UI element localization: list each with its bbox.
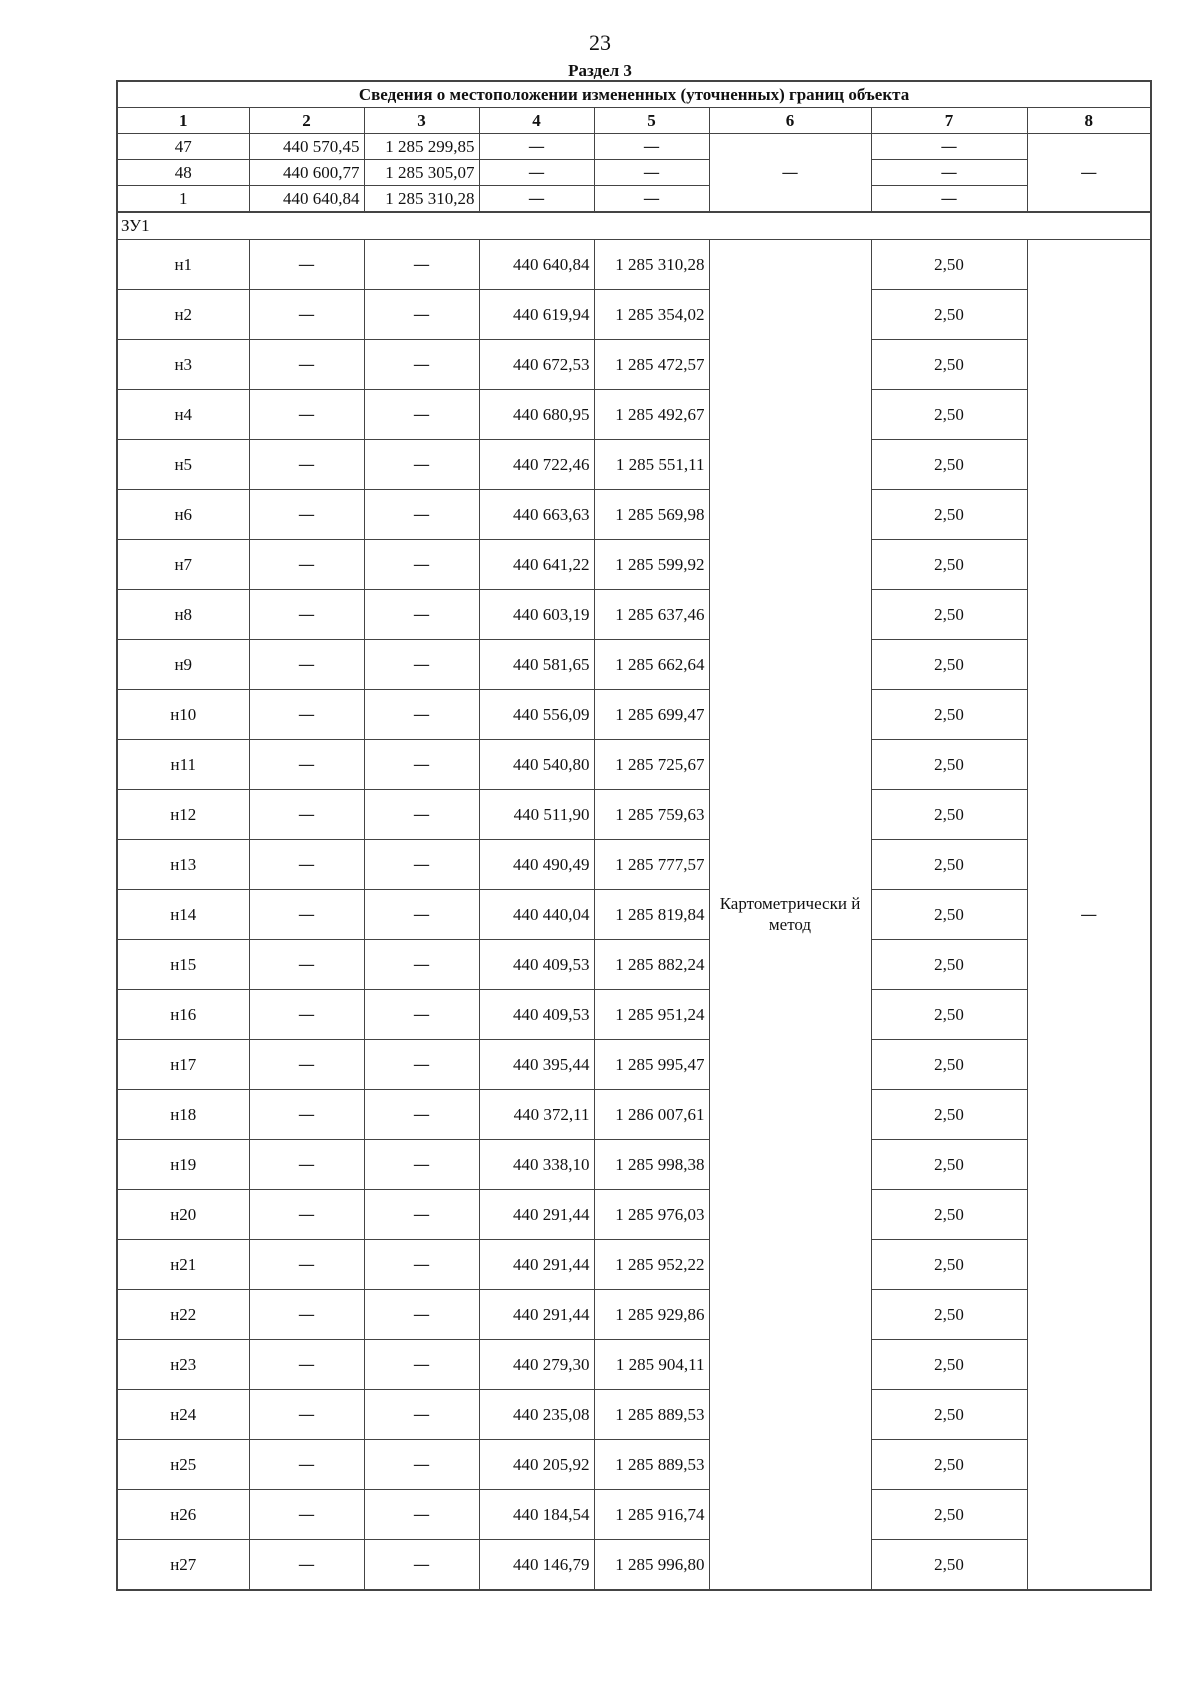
x-new-cell: 440 640,84 (479, 240, 594, 290)
y-new-cell: 1 285 951,24 (594, 990, 709, 1040)
x-new-cell: 440 291,44 (479, 1240, 594, 1290)
x-old-cell: — (249, 640, 364, 690)
y-new-cell: 1 285 995,47 (594, 1040, 709, 1090)
y-new-cell: 1 285 882,24 (594, 940, 709, 990)
y-new-cell: 1 285 569,98 (594, 490, 709, 540)
x-new-cell: 440 556,09 (479, 690, 594, 740)
table-row (117, 790, 1151, 840)
point-number-cell: н19 (117, 1140, 249, 1190)
y-new-cell: 1 285 777,57 (594, 840, 709, 890)
x-new-cell: 440 146,79 (479, 1540, 594, 1591)
table-row (117, 1040, 1151, 1090)
y-new-cell: 1 285 354,02 (594, 290, 709, 340)
y-new-cell: 1 285 996,80 (594, 1540, 709, 1591)
x-new-cell: 440 641,22 (479, 540, 594, 590)
table-row (117, 160, 1151, 186)
x-old-cell: — (249, 1540, 364, 1591)
y-new-cell: 1 285 819,84 (594, 890, 709, 940)
x-old-cell: — (249, 1440, 364, 1490)
y-new-cell: — (594, 160, 709, 186)
accuracy-cell: 2,50 (871, 1440, 1027, 1490)
accuracy-cell: 2,50 (871, 1340, 1027, 1390)
x-old-cell: — (249, 990, 364, 1040)
x-new-cell: 440 372,11 (479, 1090, 594, 1140)
x-new-cell: 440 395,44 (479, 1040, 594, 1090)
x-old-cell: — (249, 340, 364, 390)
x-new-cell: — (479, 160, 594, 186)
accuracy-cell: 2,50 (871, 1140, 1027, 1190)
table-row (117, 1390, 1151, 1440)
table-row (117, 1440, 1151, 1490)
y-new-cell: 1 285 916,74 (594, 1490, 709, 1540)
x-old-cell: — (249, 1290, 364, 1340)
y-old-cell: — (364, 1140, 479, 1190)
column-header-row (117, 108, 1151, 134)
x-new-cell: 440 680,95 (479, 390, 594, 440)
x-old-cell: 440 600,77 (249, 160, 364, 186)
y-old-cell: — (364, 540, 479, 590)
point-number-cell: н15 (117, 940, 249, 990)
x-new-cell: 440 511,90 (479, 790, 594, 840)
x-old-cell: — (249, 1040, 364, 1090)
y-old-cell: — (364, 1440, 479, 1490)
table-row (117, 390, 1151, 440)
table-row (117, 540, 1151, 590)
accuracy-cell: 2,50 (871, 1540, 1027, 1591)
y-new-cell: — (594, 186, 709, 213)
group-label: ЗУ1 (117, 212, 1151, 240)
accuracy-cell: 2,50 (871, 1240, 1027, 1290)
table-row (117, 590, 1151, 640)
x-new-cell: 440 235,08 (479, 1390, 594, 1440)
accuracy-cell: 2,50 (871, 840, 1027, 890)
x-old-cell: — (249, 1390, 364, 1440)
column-header: 1 (117, 108, 249, 134)
point-number-cell: н5 (117, 440, 249, 490)
x-old-cell: — (249, 590, 364, 640)
x-new-cell: 440 619,94 (479, 290, 594, 340)
column-header: 3 (364, 108, 479, 134)
accuracy-cell: 2,50 (871, 1390, 1027, 1440)
x-old-cell: — (249, 440, 364, 490)
y-new-cell: 1 285 310,28 (594, 240, 709, 290)
y-old-cell: — (364, 940, 479, 990)
table-row (117, 890, 1151, 940)
point-number-cell: н4 (117, 390, 249, 440)
point-number-cell: н17 (117, 1040, 249, 1090)
accuracy-cell: — (871, 186, 1027, 213)
y-new-cell: 1 286 007,61 (594, 1090, 709, 1140)
y-old-cell: 1 285 310,28 (364, 186, 479, 213)
y-new-cell: 1 285 889,53 (594, 1440, 709, 1490)
point-number-cell: н26 (117, 1490, 249, 1540)
x-old-cell: — (249, 1090, 364, 1140)
y-old-cell: — (364, 1540, 479, 1591)
x-new-cell: 440 205,92 (479, 1440, 594, 1490)
point-number-cell: н8 (117, 590, 249, 640)
table-row (117, 940, 1151, 990)
column-header: 7 (871, 108, 1027, 134)
column-header: 8 (1027, 108, 1151, 134)
table-row (117, 740, 1151, 790)
point-number-cell: 1 (117, 186, 249, 213)
x-old-cell: — (249, 790, 364, 840)
point-number-cell: н9 (117, 640, 249, 690)
y-new-cell: 1 285 699,47 (594, 690, 709, 740)
x-old-cell: — (249, 390, 364, 440)
accuracy-cell: 2,50 (871, 240, 1027, 290)
accuracy-cell: 2,50 (871, 590, 1027, 640)
y-new-cell: 1 285 662,64 (594, 640, 709, 690)
accuracy-cell: 2,50 (871, 1290, 1027, 1340)
x-old-cell: — (249, 740, 364, 790)
x-new-cell: 440 722,46 (479, 440, 594, 490)
y-new-cell: 1 285 599,92 (594, 540, 709, 590)
y-old-cell: — (364, 690, 479, 740)
section-title: Раздел 3 (568, 61, 632, 80)
point-number-cell: н11 (117, 740, 249, 790)
point-number-cell: н13 (117, 840, 249, 890)
x-new-cell: 440 603,19 (479, 590, 594, 640)
table-row (117, 1090, 1151, 1140)
x-old-cell: — (249, 240, 364, 290)
y-old-cell: — (364, 1340, 479, 1390)
y-new-cell: 1 285 472,57 (594, 340, 709, 390)
y-new-cell: — (594, 134, 709, 160)
y-old-cell: — (364, 340, 479, 390)
point-number-cell: н7 (117, 540, 249, 590)
accuracy-cell: — (871, 134, 1027, 160)
table-row (117, 1490, 1151, 1540)
table-row (117, 690, 1151, 740)
x-new-cell: 440 291,44 (479, 1290, 594, 1340)
accuracy-cell: 2,50 (871, 340, 1027, 390)
point-number-cell: н2 (117, 290, 249, 340)
accuracy-cell: 2,50 (871, 790, 1027, 840)
y-new-cell: 1 285 551,11 (594, 440, 709, 490)
point-number-cell: н1 (117, 240, 249, 290)
point-number-cell: н14 (117, 890, 249, 940)
point-number-cell: н3 (117, 340, 249, 390)
table-title: Сведения о местоположении измененных (уточненных) границ объекта (117, 81, 1151, 108)
table-row (117, 990, 1151, 1040)
y-new-cell: 1 285 998,38 (594, 1140, 709, 1190)
accuracy-cell: 2,50 (871, 990, 1027, 1040)
accuracy-cell: 2,50 (871, 1190, 1027, 1240)
point-number-cell: н18 (117, 1090, 249, 1140)
x-old-cell: — (249, 290, 364, 340)
point-number-cell: н22 (117, 1290, 249, 1340)
x-new-cell: 440 663,63 (479, 490, 594, 540)
table-row (117, 490, 1151, 540)
table-row (117, 440, 1151, 490)
y-new-cell: 1 285 976,03 (594, 1190, 709, 1240)
accuracy-cell: 2,50 (871, 1490, 1027, 1540)
x-new-cell: 440 672,53 (479, 340, 594, 390)
y-old-cell: — (364, 1490, 479, 1540)
table-row (117, 240, 1151, 290)
y-new-cell: 1 285 889,53 (594, 1390, 709, 1440)
x-old-cell: — (249, 1490, 364, 1540)
point-number-cell: н21 (117, 1240, 249, 1290)
y-old-cell: — (364, 640, 479, 690)
accuracy-cell: 2,50 (871, 440, 1027, 490)
accuracy-cell: 2,50 (871, 290, 1027, 340)
x-new-cell: 440 581,65 (479, 640, 594, 690)
point-number-cell: н20 (117, 1190, 249, 1240)
x-old-cell: — (249, 540, 364, 590)
accuracy-cell: 2,50 (871, 490, 1027, 540)
x-new-cell: 440 490,49 (479, 840, 594, 890)
y-old-cell: — (364, 1240, 479, 1290)
y-old-cell: — (364, 790, 479, 840)
y-old-cell: — (364, 590, 479, 640)
point-number-cell: 48 (117, 160, 249, 186)
y-new-cell: 1 285 725,67 (594, 740, 709, 790)
y-old-cell: — (364, 840, 479, 890)
x-old-cell: — (249, 1190, 364, 1240)
y-old-cell: — (364, 1290, 479, 1340)
point-number-cell: н10 (117, 690, 249, 740)
x-old-cell: 440 640,84 (249, 186, 364, 213)
y-old-cell: — (364, 1090, 479, 1140)
y-old-cell: — (364, 440, 479, 490)
x-new-cell: — (479, 134, 594, 160)
x-old-cell: — (249, 890, 364, 940)
x-old-cell: — (249, 1240, 364, 1290)
y-new-cell: 1 285 759,63 (594, 790, 709, 840)
accuracy-cell: 2,50 (871, 890, 1027, 940)
table-row (117, 134, 1151, 160)
x-new-cell: 440 540,80 (479, 740, 594, 790)
table-row (117, 1540, 1151, 1591)
y-old-cell: — (364, 1390, 479, 1440)
table-row (117, 290, 1151, 340)
y-old-cell: — (364, 1190, 479, 1240)
table-row (117, 640, 1151, 690)
x-old-cell: 440 570,45 (249, 134, 364, 160)
x-old-cell: — (249, 490, 364, 540)
accuracy-cell: 2,50 (871, 740, 1027, 790)
y-new-cell: 1 285 929,86 (594, 1290, 709, 1340)
y-new-cell: 1 285 952,22 (594, 1240, 709, 1290)
x-new-cell: 440 279,30 (479, 1340, 594, 1390)
y-old-cell: — (364, 240, 479, 290)
x-new-cell: 440 409,53 (479, 990, 594, 1040)
accuracy-cell: — (871, 160, 1027, 186)
table-row (117, 1340, 1151, 1390)
accuracy-cell: 2,50 (871, 690, 1027, 740)
x-old-cell: — (249, 1140, 364, 1190)
y-new-cell: 1 285 904,11 (594, 1340, 709, 1390)
y-old-cell: — (364, 990, 479, 1040)
x-new-cell: — (479, 186, 594, 213)
accuracy-cell: 2,50 (871, 1090, 1027, 1140)
method-cell: Картометрически й метод (709, 240, 871, 1591)
col8-cell: — (1027, 134, 1151, 213)
y-old-cell: 1 285 305,07 (364, 160, 479, 186)
table-row (117, 340, 1151, 390)
page-number: 23 (589, 30, 611, 55)
accuracy-cell: 2,50 (871, 390, 1027, 440)
y-old-cell: — (364, 740, 479, 790)
x-new-cell: 440 409,53 (479, 940, 594, 990)
point-number-cell: н27 (117, 1540, 249, 1591)
method-cell: — (709, 134, 871, 213)
point-number-cell: н24 (117, 1390, 249, 1440)
table-row (117, 1290, 1151, 1340)
point-number-cell: 47 (117, 134, 249, 160)
y-old-cell: — (364, 1040, 479, 1090)
point-number-cell: н23 (117, 1340, 249, 1390)
table-row (117, 1240, 1151, 1290)
column-header: 4 (479, 108, 594, 134)
x-old-cell: — (249, 840, 364, 890)
y-old-cell: — (364, 890, 479, 940)
x-old-cell: — (249, 690, 364, 740)
group-row (117, 212, 1151, 240)
x-old-cell: — (249, 940, 364, 990)
column-header: 2 (249, 108, 364, 134)
accuracy-cell: 2,50 (871, 940, 1027, 990)
point-number-cell: н12 (117, 790, 249, 840)
x-new-cell: 440 440,04 (479, 890, 594, 940)
accuracy-cell: 2,50 (871, 540, 1027, 590)
x-new-cell: 440 338,10 (479, 1140, 594, 1190)
point-number-cell: н16 (117, 990, 249, 1040)
y-new-cell: 1 285 637,46 (594, 590, 709, 640)
x-old-cell: — (249, 1340, 364, 1390)
y-old-cell: — (364, 290, 479, 340)
y-new-cell: 1 285 492,67 (594, 390, 709, 440)
table-row (117, 186, 1151, 213)
accuracy-cell: 2,50 (871, 640, 1027, 690)
boundary-coordinates-table (116, 80, 1152, 1591)
point-number-cell: н6 (117, 490, 249, 540)
table-row (117, 1140, 1151, 1190)
y-old-cell: 1 285 299,85 (364, 134, 479, 160)
table-row (117, 840, 1151, 890)
accuracy-cell: 2,50 (871, 1040, 1027, 1090)
table-row (117, 1190, 1151, 1240)
x-new-cell: 440 291,44 (479, 1190, 594, 1240)
x-new-cell: 440 184,54 (479, 1490, 594, 1540)
y-old-cell: — (364, 390, 479, 440)
column-header: 6 (709, 108, 871, 134)
col8-cell: — (1027, 240, 1151, 1591)
column-header: 5 (594, 108, 709, 134)
y-old-cell: — (364, 490, 479, 540)
point-number-cell: н25 (117, 1440, 249, 1490)
